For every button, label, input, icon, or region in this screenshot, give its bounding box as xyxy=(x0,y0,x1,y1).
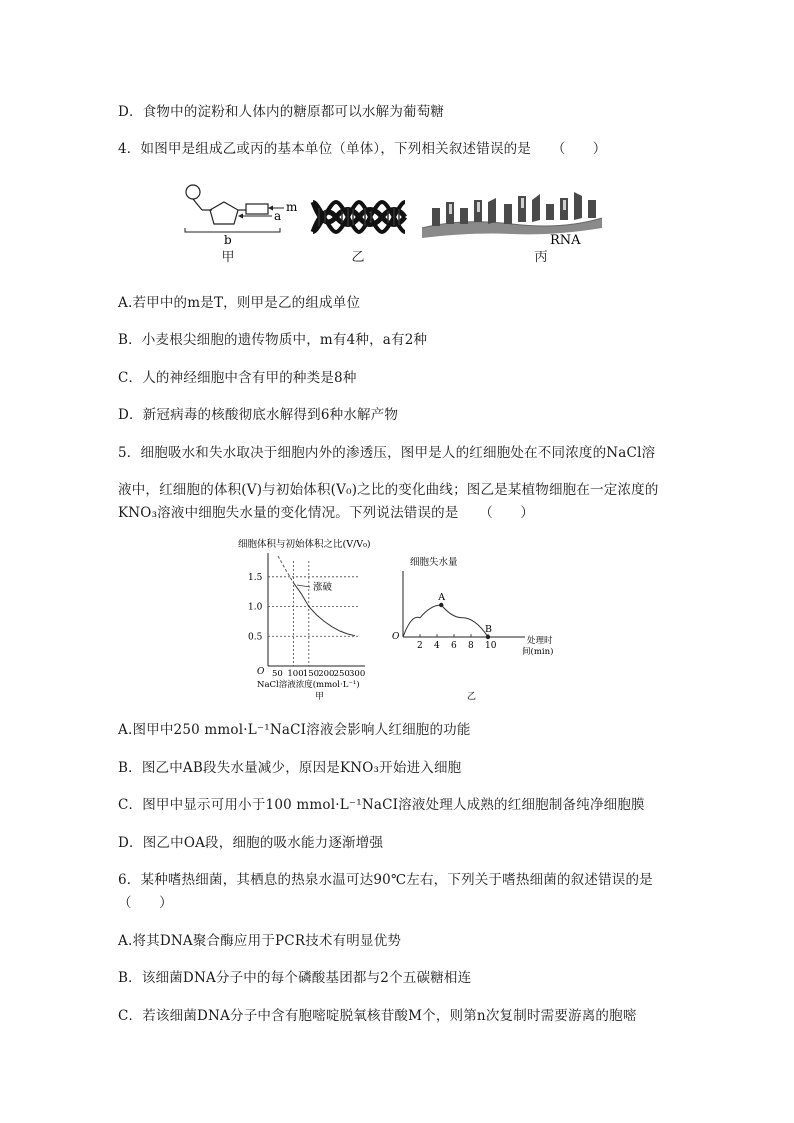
question-5-stem-3: KNO₃溶液中细胞失水量的变化情况。下列说法错误的是 （ ） xyxy=(118,505,535,521)
option-5b: B．图乙中AB段失水量减少，原因是KNO₃开始进入细胞 xyxy=(118,760,462,776)
dna-double-helix xyxy=(313,202,405,232)
chart-yi-xtick-1: 4 xyxy=(434,641,440,651)
chart-jia-caption: 甲 xyxy=(315,692,325,700)
label-b: b xyxy=(224,233,232,247)
chart-yi-caption: 乙 xyxy=(467,692,477,700)
chart-yi-point-label-A: A xyxy=(438,592,446,603)
figure-charts xyxy=(235,535,565,700)
chart-jia-ytick-0: 0.5 xyxy=(248,632,263,643)
option-5a: A.图甲中250 mmol·L⁻¹NaCI溶液会影响人红细胞的功能 xyxy=(118,722,471,738)
text-line-d-prev: D．食物中的淀粉和人体内的糖原都可以水解为葡萄糖 xyxy=(118,104,445,120)
chart-yi xyxy=(392,556,555,700)
chart-yi-xtick-4: 10 xyxy=(485,641,497,651)
chart-yi-ylabel: 细胞失水量 xyxy=(410,557,458,568)
chart-yi-xlabel-line1: 处理时 xyxy=(527,636,553,646)
chart-jia xyxy=(238,538,371,700)
chart-jia-annotation: 涨破 xyxy=(313,582,333,593)
chart-yi-curve xyxy=(403,605,488,637)
chart-jia-ylabel: 细胞体积与初始体积之比(V/V₀) xyxy=(238,539,371,550)
option-5c: C．图甲中显示可用小于100 mmol·L⁻¹NaCI溶液处理人成熟的红细胞制备纯净细胞膜 xyxy=(118,797,645,813)
chart-yi-point-label-B: B xyxy=(485,624,492,635)
chart-jia-xtick-0: 50 xyxy=(272,669,283,679)
caption-yi: 乙 xyxy=(351,250,365,265)
label-a: a xyxy=(274,209,282,223)
figure-nucleotide-dna-rna xyxy=(180,180,620,265)
chart-yi-origin: O xyxy=(392,632,400,642)
chart-yi-xlabel-line2: 间(min) xyxy=(522,647,554,657)
chart-yi-xtick-0: 2 xyxy=(417,641,423,651)
chart-jia-xtick-3: 200 xyxy=(318,669,335,679)
question-5-stem-2: 液中，红细胞的体积(V)与初始体积(V₀)之比的变化曲线；图乙是某植物细胞在一定浓度的 xyxy=(118,482,659,498)
nucleotide-diagram xyxy=(185,185,298,247)
option-6b: B．该细菌DNA分子中的每个磷酸基团都与2个五碳糖相连 xyxy=(118,970,472,986)
chart-jia-origin: O xyxy=(257,667,265,677)
question-5-stem-1: 5．细胞吸水和失水取决于细胞内外的渗透压，图甲是人的红细胞处在不同浓度的NaCl溶 xyxy=(118,445,656,461)
option-6c: C．若该细菌DNA分子中含有胞嘧啶脱氧核苷酸M个，则第n次复制时需要游离的胞嘧 xyxy=(118,1008,637,1024)
option-5d: D．图乙中OA段，细胞的吸水能力逐渐增强 xyxy=(118,835,384,851)
annotation-leader xyxy=(297,585,310,587)
question-4-stem: 4．如图甲是组成乙或丙的基本单位（单体），下列相关叙述错误的是 （ ） xyxy=(118,141,607,157)
caption-bing: 丙 xyxy=(534,250,548,265)
chart-yi-point-A xyxy=(439,603,443,607)
chart-yi-xtick-2: 6 xyxy=(451,641,457,651)
chart-yi-point-B xyxy=(486,635,490,639)
label-m: m xyxy=(286,200,298,214)
caption-jia: 甲 xyxy=(221,250,235,265)
chart-jia-xtick-1: 100 xyxy=(287,669,304,679)
chart-jia-curve-dashed xyxy=(278,556,293,583)
chart-yi-xlabel xyxy=(522,635,555,657)
option-4b: B．小麦根尖细胞的遗传物质中，m有4种，a有2种 xyxy=(118,332,428,348)
chart-jia-xtick-2: 150 xyxy=(302,669,320,679)
option-4d: D．新冠病毒的核酸彻底水解得到6种水解产物 xyxy=(118,407,399,423)
chart-jia-xtick-4: 250 xyxy=(333,669,350,679)
option-6a: A.将其DNA聚合酶应用于PCR技术有明显优势 xyxy=(118,933,402,949)
chart-jia-xtick-5: 300 xyxy=(349,669,366,679)
chart-jia-ytick-2: 1.5 xyxy=(248,572,263,583)
option-4a: A.若甲中的m是T，则甲是乙的组成单位 xyxy=(118,295,361,311)
question-6-stem-1: 6．某种嗜热细菌，其栖息的热泉水温可达90℃左右，下列关于嗜热细菌的叙述错误的是 xyxy=(118,872,653,888)
label-rna: RNA xyxy=(550,233,581,248)
chart-jia-ytick-1: 1.0 xyxy=(248,602,263,613)
question-6-stem-2: （ ） xyxy=(118,895,173,911)
option-4c: C．人的神经细胞中含有甲的种类是8种 xyxy=(118,370,357,386)
rna-strand xyxy=(422,192,602,248)
chart-jia-xlabel: NaCl溶液浓度(mmol·L⁻¹) xyxy=(257,680,360,690)
chart-yi-xtick-3: 8 xyxy=(468,641,474,651)
